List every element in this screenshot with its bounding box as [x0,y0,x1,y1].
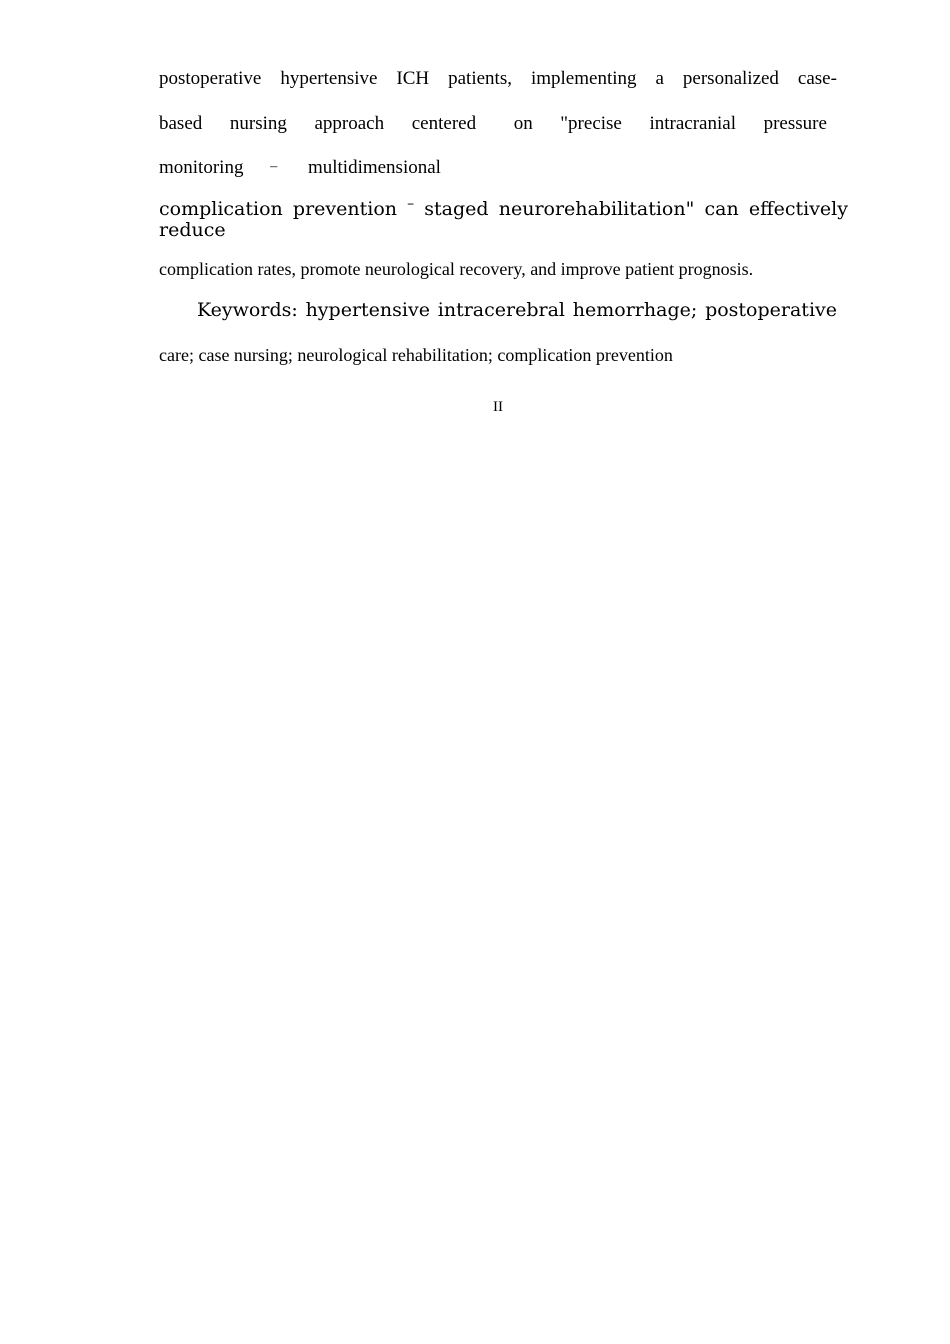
word: based [159,113,203,134]
word: hypertensive [280,68,378,89]
word: case- [797,68,837,89]
abstract-line-4 [159,198,848,220]
word: approach [314,113,385,134]
word: prevention [292,198,398,220]
word: effectively [748,198,848,220]
abstract-line-1 [159,68,837,90]
word: intracranial [649,113,736,134]
word: neurorehabilitation" [498,198,695,220]
word: can [704,198,739,220]
word: a [655,68,664,89]
keywords-line-1 [197,299,837,321]
abstract-line-5: complication rates, promote neurological recovery, and improve patient prognosis. [159,259,754,279]
word: pressure [763,113,827,134]
word: postoperative [705,299,837,321]
keywords-line-2 [159,344,673,366]
word: personalized [682,68,779,89]
word: centered [411,113,477,134]
keywords-text: care; case nursing; neurological rehabilitation; complication prevention [159,345,673,365]
abstract-line-3 [159,157,441,179]
word: multidimensional [307,157,441,178]
word: hemorrhage; [572,299,698,321]
abstract-line-2 [159,113,827,135]
word: on [513,113,533,134]
word: complication [159,198,283,220]
word: intracerebral [437,299,565,321]
word: "precise [560,113,622,134]
word: – [270,159,278,174]
abstract-line-4-continued [159,219,226,241]
word: – [407,196,415,212]
word: hypertensive [305,299,430,321]
page-number: II [493,399,503,415]
word: patients, [448,68,512,89]
word: implementing [530,68,637,89]
word: nursing [229,113,287,134]
keywords-label: Keywords: [197,299,298,321]
word: staged [424,198,489,220]
word: reduce [159,219,226,241]
word: ICH [396,68,430,89]
word: monitoring [159,157,244,178]
word: postoperative [159,68,262,89]
